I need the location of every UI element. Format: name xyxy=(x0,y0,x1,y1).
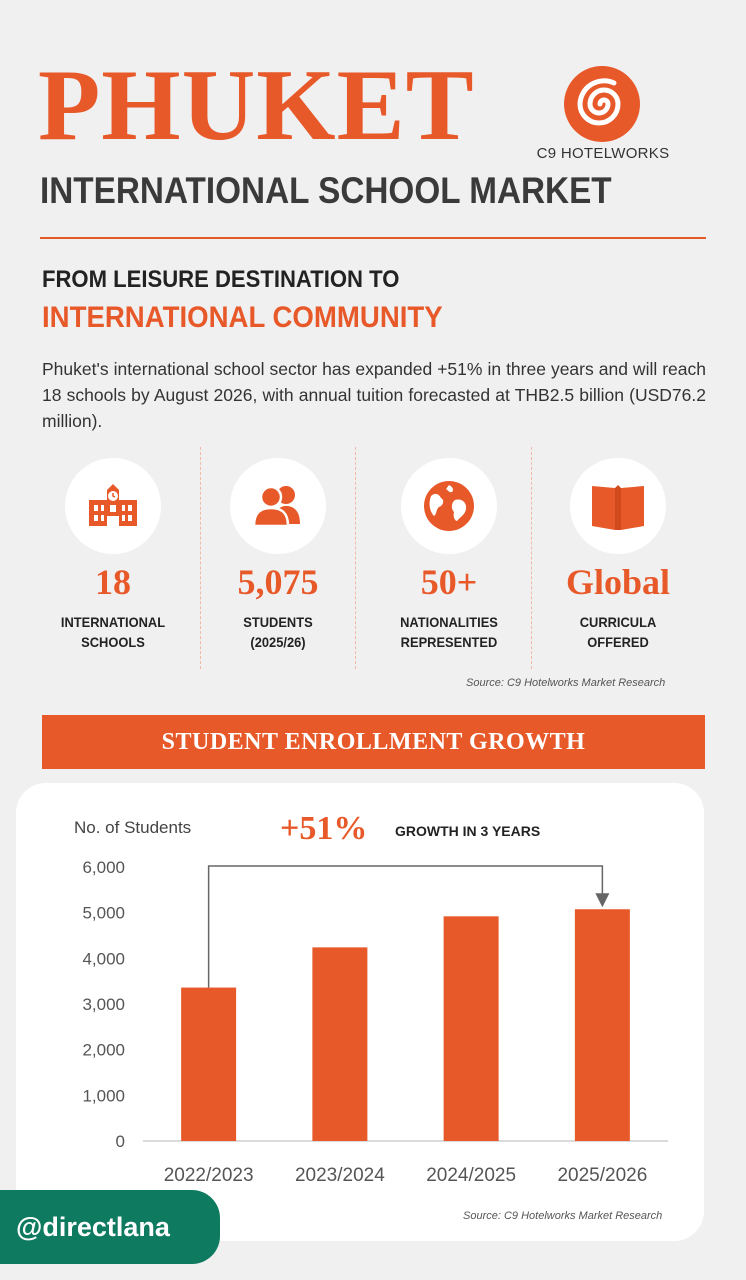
stat-students xyxy=(198,458,358,652)
stat-label: CURRICULA xyxy=(579,614,657,630)
stats-source: Source: C9 Hotelworks Market Research xyxy=(466,677,666,689)
x-tick-label: 2022/2023 xyxy=(163,1165,254,1186)
header-divider xyxy=(40,237,706,239)
stat-divider xyxy=(531,447,532,669)
stat-schools xyxy=(33,458,193,652)
y-tick-label: 1,000 xyxy=(82,1086,125,1106)
x-tick-label: 2024/2025 xyxy=(426,1165,517,1186)
y-tick-label: 3,000 xyxy=(82,995,125,1014)
stat-value: 18 xyxy=(95,562,131,602)
y-tick-label: 5,000 xyxy=(82,903,125,923)
stat-value: 5,075 xyxy=(237,562,319,602)
x-tick-label: 2025/2026 xyxy=(557,1165,648,1186)
stat-icon-circle xyxy=(65,458,161,554)
stat-nationalities xyxy=(369,458,529,652)
growth-text: GROWTH IN 3 YEARS xyxy=(395,823,541,839)
stat-label: INTERNATIONAL xyxy=(60,614,166,630)
spiral-icon xyxy=(564,66,640,142)
x-tick-label: 2023/2024 xyxy=(294,1165,385,1186)
stat-label: SCHOOLS xyxy=(81,634,145,650)
stat-icon-circle xyxy=(230,458,326,554)
stat-label: NATIONALITIES xyxy=(400,614,498,630)
intro-paragraph: Phuket's international school sector has expanded +51% in three years and will reach 18 schools by August 2026, with annual tuition forecasted at THB2.5 billion (USD76.2 million). xyxy=(42,359,706,431)
intro-heading-line1: FROM LEISURE DESTINATION TO xyxy=(42,266,400,293)
y-tick-label: 6,000 xyxy=(82,858,125,877)
growth-value: +51% xyxy=(280,810,368,847)
stat-value: 50+ xyxy=(420,562,478,602)
stat-label: REPRESENTED xyxy=(400,634,498,650)
stat-icon-circle xyxy=(570,458,666,554)
chart-source: Source: C9 Hotelworks Market Research xyxy=(463,1210,663,1222)
y-tick-label: 4,000 xyxy=(82,949,125,969)
stat-icon-circle xyxy=(401,458,497,554)
stat-curricula xyxy=(538,458,698,652)
chart-ylabel: No. of Students xyxy=(74,818,192,837)
stat-label: STUDENTS xyxy=(243,614,313,630)
watermark-handle: @directlana xyxy=(0,1190,220,1264)
section-band: STUDENT ENROLLMENT GROWTH xyxy=(42,715,705,769)
students-icon xyxy=(248,476,308,536)
page-title: PHUKET xyxy=(38,49,475,162)
stat-value: Global xyxy=(565,562,671,602)
page-subtitle: INTERNATIONAL SCHOOL MARKET xyxy=(40,170,612,211)
stat-label: OFFERED xyxy=(587,634,649,650)
stat-label: (2025/26) xyxy=(250,634,306,650)
chart-card xyxy=(16,783,704,1241)
globe-icon xyxy=(419,476,479,536)
logo-text: C9 HOTELWORKS xyxy=(536,145,670,162)
y-tick-label: 0 xyxy=(115,1132,125,1151)
intro-heading-line2: INTERNATIONAL COMMUNITY xyxy=(42,301,443,334)
open-book-icon xyxy=(588,476,648,536)
y-tick-label: 2,000 xyxy=(82,1040,125,1060)
school-building-icon xyxy=(83,476,143,536)
